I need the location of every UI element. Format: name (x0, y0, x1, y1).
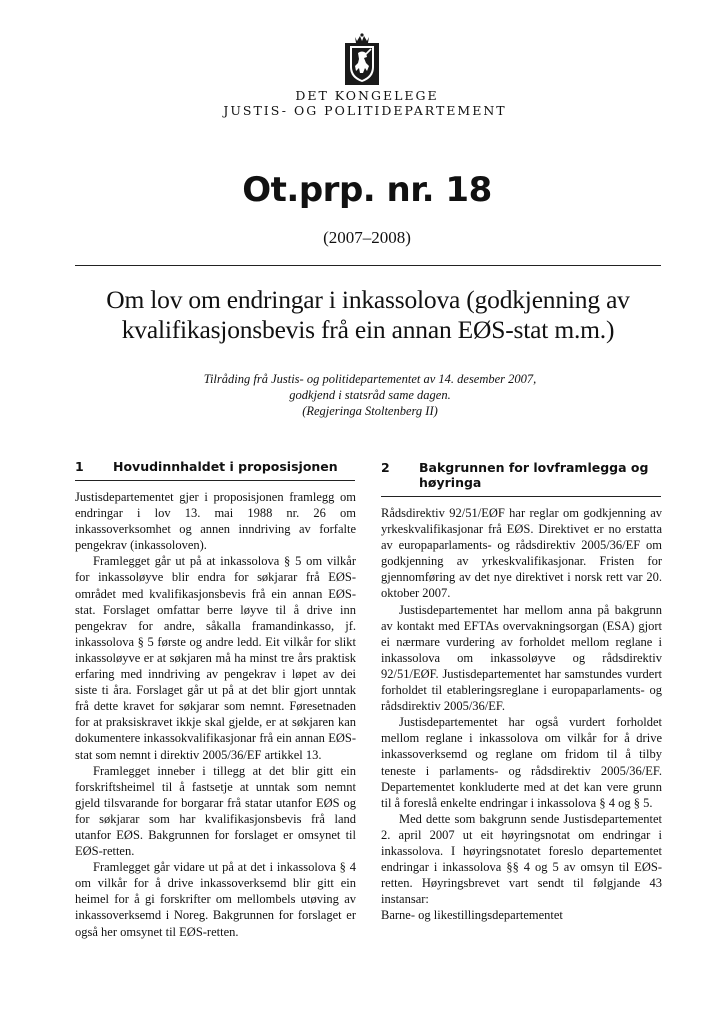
section-divider (381, 496, 661, 497)
document-title: Om lov om endringar i inkassolova (godkjenning av kvalifikasjonsbevis frå ein annan EØS-stat m.m.) (106, 285, 630, 344)
paragraph: Framlegget inneber i tillegg at det blir gitt ein forskriftsheimel til å fastsetje at unntak som nemnt gjeld tilsvarande for borgarar frå statar utanfor EØS og for søkjarar som har kvalifikasjonsbevis frå land utanfor EØS. Bakgrunnen for forslaget er omsynet til EØS-retten. (75, 763, 356, 859)
section-heading-2 (381, 460, 661, 492)
section-divider (75, 480, 355, 481)
paragraph: Justisdepartementet har også vurdert forholdet mellom reglane i inkassolova om vilkår for å drive inkassoverksemd og reglane om fridom til å tilby teneste i parlaments- og rådsdirektiv 2005/36/EF. Departementet konkluderte med at det kan vere grunn til å foreslå enkelte endringar i inkassolova § 4 og § 5. (381, 715, 662, 810)
paragraph: Med dette som bakgrunn sende Justisdepartementet 2. april 2007 ut eit høyringsnotat om endringar i inkassolova. I høyringsnotatet foreslo departementet endringar i inkassolova §§ 4 og 5 av omsyn til EØS-retten. Høyringsbrevet vart sendt til følgjande 43 instansar: (381, 811, 662, 907)
ministry-name-line2: JUSTIS- OG POLITIDEPARTEMENT (223, 103, 507, 118)
column-left (75, 489, 356, 940)
column-right (381, 505, 662, 923)
approval-line: Tilråding frå Justis- og politidepartementet av 14. desember 2007, (203, 372, 537, 386)
title-divider (75, 265, 661, 266)
document-session: (2007–2008) (323, 228, 411, 247)
coat-of-arms-icon (345, 33, 379, 85)
approval-line: godkjend i statsråd same dagen. (289, 388, 451, 402)
approval-line: (Regjeringa Stoltenberg II) (302, 404, 438, 418)
section-title: Bakgrunnen for lovframlegga og høyringa (419, 460, 649, 490)
section-number: 2 (381, 460, 390, 475)
section-heading-1 (75, 459, 355, 475)
section-title: Hovudinnhaldet i proposisjonen (113, 459, 338, 474)
paragraph: Rådsdirektiv 92/51/EØF har reglar om godkjenning av yrkeskvalifikasjonar frå EØS. Direktivet er no erstatta av europaparlaments- og rådsdirektiv 2005/36/EF om godkjenning av yrkeskvalifikasjonar. Fristen for gjennomføring av det nye direktivet i norsk rett var 20. oktober 2007. (381, 506, 662, 601)
approval-note (120, 371, 620, 419)
list-item: Barne- og likestillingsdepartementet (381, 908, 563, 923)
paragraph: Justisdepartementet gjer i proposisjonen framlegg om endringar i lov 13. mai 1988 nr. 26 om inkassoverksomhet og annen inndriving av forfalte pengekrav (inkassoloven). (75, 490, 356, 553)
document-number: Ot.prp. nr. 18 (242, 170, 492, 210)
section-number: 1 (75, 459, 84, 474)
paragraph: Framlegget går vidare ut på at det i inkassolova § 4 om vilkår for å drive inkassoverksemd blir gitt ein heimel for å gi forskrifter om mellombels utøving av inkassoverksemd i Noreg. Bakgrunnen for forslaget er også her omsynet til EØS-retten. (75, 860, 356, 939)
paragraph: Framlegget går ut på at inkassolova § 5 om vilkår for inkassoløyve blir endra for søkjarar frå EØS-området med kvalifikasjonsbevis frå ein annan EØS-stat. Forslaget omfattar berre løyve til å drive inn pengekrav for andre, såkalla framandinkasso, jf. inkassolova § 5 første og andre ledd. Eit vilkår for slikt inkassoløyve er at søkjaren må ha minst tre års praktisk erfaring med inndriving av pengekrav i løpet av dei siste ti åra. Forslaget går ut på at det blir gjort unntak frå dette kravet for søkjarar som nemnt. Føresetnaden for at praksiskravet ikkje skal gjelde, er at søkjaren kan dokumentere inkassokvalifikasjonar frå ein annan EØS-stat som nemnt i direktiv 2005/36/EF artikkel 13. (75, 554, 356, 762)
paragraph: Justisdepartementet har mellom anna på bakgrunn av kontakt med EFTAs overvakningsorgan (ESA) gjort ei nærmare vurdering av forholdet mellom reglane i inkassolova om inkassoløyve og rådsdirektiv 92/51/EØF. Justisdepartementet har samstundes vurdert forholdet til etableringsreglane i europaparlaments- og rådsdirektiv 2005/36/EF. (381, 602, 662, 714)
ministry-name-line1: DET KONGELEGE (295, 88, 439, 103)
